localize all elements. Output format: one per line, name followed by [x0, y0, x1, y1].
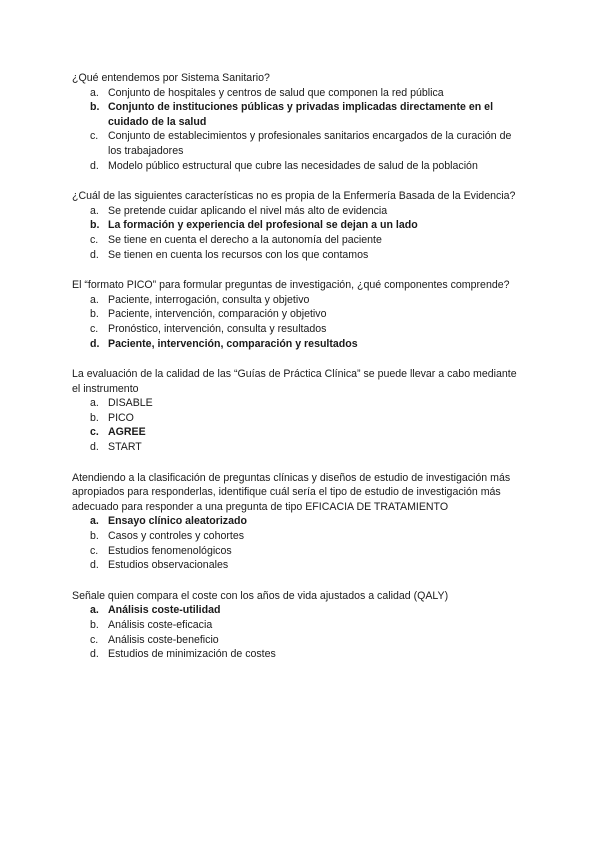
option-a	[90, 293, 520, 308]
question-1	[72, 71, 520, 173]
option-letter: c.	[90, 426, 99, 439]
option-letter: a.	[90, 86, 99, 99]
option-letter: c.	[90, 544, 99, 557]
question-6	[72, 589, 520, 662]
option-text: La formación y experiencia del profesional se dejan a un lado	[108, 219, 418, 232]
option-c	[90, 322, 520, 337]
option-text: Paciente, intervención, comparación y resultados	[108, 337, 358, 350]
option-letter: a.	[90, 604, 99, 617]
option-text: Se pretende cuidar aplicando el nivel más alto de evidencia	[108, 204, 388, 217]
option-letter: b.	[90, 101, 100, 114]
option-text: Pronóstico, intervención, consulta y resultados	[108, 322, 327, 335]
option-d	[90, 159, 520, 174]
option-d	[90, 558, 520, 573]
option-a	[90, 396, 520, 411]
option-letter: c.	[90, 130, 99, 143]
option-text: DISABLE	[108, 397, 153, 410]
option-b	[90, 529, 520, 544]
option-a	[90, 204, 520, 219]
option-text: Paciente, interrogación, consulta y objetivo	[108, 293, 310, 306]
option-c	[90, 633, 520, 648]
option-c	[90, 544, 520, 559]
option-letter: d.	[90, 159, 99, 172]
question-5	[72, 471, 520, 573]
option-b-correct	[90, 218, 520, 233]
question-text: La evaluación de la calidad de las “Guías de Práctica Clínica” se puede llevar a cabo mediante el instrumento	[72, 368, 517, 395]
option-letter: c.	[90, 233, 99, 246]
option-b	[90, 307, 520, 322]
option-letter: d.	[90, 441, 99, 454]
option-d-correct	[90, 337, 520, 352]
option-text: PICO	[108, 411, 134, 424]
option-letter: b.	[90, 411, 99, 424]
option-b	[90, 411, 520, 426]
question-3	[72, 278, 520, 351]
option-letter: d.	[90, 648, 99, 661]
option-a	[90, 86, 520, 101]
option-text: Análisis coste-eficacia	[108, 619, 213, 631]
option-list	[72, 86, 520, 174]
option-letter: b.	[90, 219, 100, 232]
option-text: Análisis coste-utilidad	[108, 604, 221, 617]
question-text: Atendiendo a la clasificación de preguntas clínicas y diseños de estudio de investigación más apropiados para responderlas, identifique cuál sería el tipo de estudio de investigación más adecuado para responder a una pregunta de tipo EFICACIA DE TRATAMIENTO	[72, 471, 511, 513]
question-text: ¿Cuál de las siguientes características no es propia de la Enfermería Basada de la Evidencia?	[72, 190, 516, 203]
option-letter: a.	[90, 293, 99, 306]
option-text: Conjunto de establecimientos y profesionales sanitarios encargados de la curación de los trabajadores	[108, 130, 512, 157]
option-text: Conjunto de hospitales y centros de salud que componen la red pública	[108, 86, 444, 99]
question-2	[72, 189, 520, 262]
option-text: Se tienen en cuenta los recursos con los que contamos	[108, 248, 369, 261]
option-letter: d.	[90, 248, 99, 261]
option-text: Estudios de minimización de costes	[108, 648, 276, 661]
option-letter: a.	[90, 397, 99, 410]
option-b-correct	[90, 100, 520, 129]
option-d	[90, 248, 520, 263]
option-letter: d.	[90, 559, 99, 572]
option-b	[90, 618, 520, 633]
option-text: Estudios observacionales	[108, 559, 229, 572]
option-d	[90, 440, 520, 455]
option-letter: d.	[90, 337, 100, 350]
option-letter: a.	[90, 515, 99, 528]
option-a-correct	[90, 514, 520, 529]
question-text: El “formato PICO” para formular preguntas de investigación, ¿qué componentes comprende?	[72, 279, 510, 292]
option-letter: b.	[90, 619, 99, 631]
option-letter: a.	[90, 204, 99, 217]
question-text: Señale quien compara el coste con los años de vida ajustados a calidad (QALY)	[72, 589, 449, 602]
option-text: Ensayo clínico aleatorizado	[108, 515, 247, 528]
option-text: Conjunto de instituciones públicas y privadas implicadas directamente en el cuidado de la salud	[108, 101, 494, 128]
option-c	[90, 129, 520, 158]
option-list	[72, 514, 520, 572]
option-letter: c.	[90, 322, 99, 335]
option-d	[90, 647, 520, 662]
option-letter: b.	[90, 530, 99, 543]
option-text: Modelo público estructural que cubre las necesidades de salud de la población	[108, 159, 478, 172]
option-list	[72, 396, 520, 454]
option-a-correct	[90, 603, 520, 618]
option-c	[90, 233, 520, 248]
option-c-correct	[90, 425, 520, 440]
question-text: ¿Qué entendemos por Sistema Sanitario?	[72, 72, 270, 84]
option-letter: b.	[90, 308, 99, 321]
option-text: START	[108, 441, 142, 454]
option-text: AGREE	[108, 426, 146, 439]
option-text: Estudios fenomenológicos	[108, 544, 232, 557]
option-letter: c.	[90, 633, 99, 646]
option-text: Se tiene en cuenta el derecho a la autonomía del paciente	[108, 233, 382, 246]
option-list	[72, 204, 520, 262]
question-4	[72, 367, 520, 455]
option-list	[72, 293, 520, 351]
option-text: Casos y controles y cohortes	[108, 530, 245, 543]
option-text: Análisis coste-beneficio	[108, 633, 219, 646]
option-text: Paciente, intervención, comparación y objetivo	[108, 308, 327, 321]
option-list	[72, 603, 520, 661]
